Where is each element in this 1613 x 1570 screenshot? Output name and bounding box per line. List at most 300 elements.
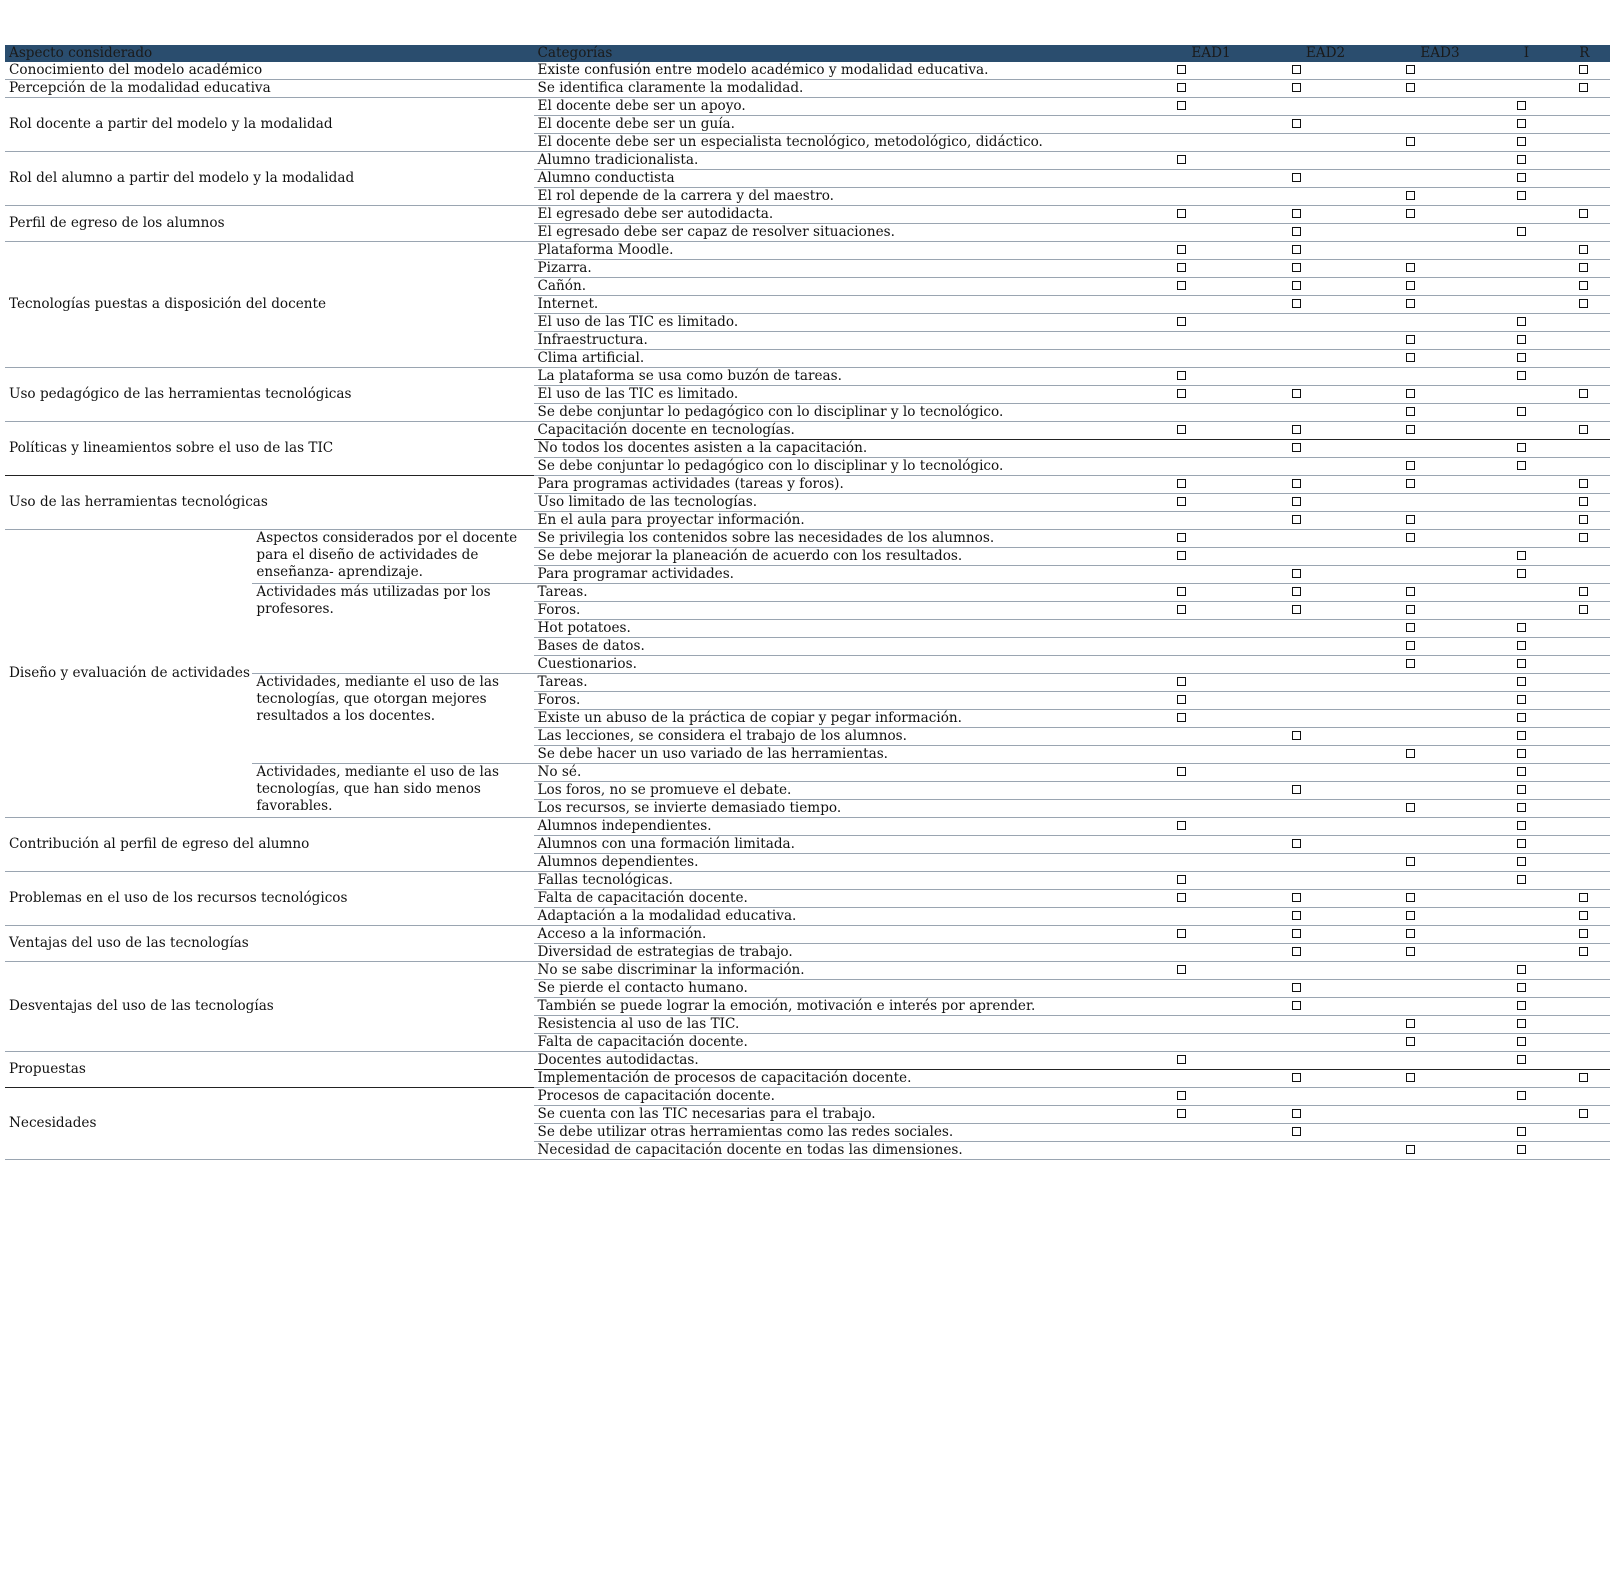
- mark-cell-r: [1579, 152, 1610, 170]
- checkbox-mark-icon: [1292, 893, 1301, 902]
- header-row: [5, 45, 1610, 62]
- table-row: [5, 80, 1610, 98]
- mark-cell-i: [1511, 746, 1579, 764]
- mark-cell-ead1: [1167, 656, 1281, 674]
- mark-cell-ead1: [1167, 1124, 1281, 1142]
- checkbox-mark-icon: [1292, 983, 1301, 992]
- checkbox-mark-icon: [1406, 209, 1415, 218]
- checkbox-mark-icon: [1292, 425, 1301, 434]
- mark-cell-ead1: [1167, 962, 1281, 980]
- mark-cell-i: [1511, 386, 1579, 404]
- checkbox-mark-icon: [1177, 713, 1186, 722]
- table-row: [5, 872, 1610, 890]
- checkbox-mark-icon: [1406, 803, 1415, 812]
- category-cell: Docentes autodidactas.: [534, 1052, 1168, 1070]
- mark-cell-i: [1511, 854, 1579, 872]
- mark-cell-ead3: [1396, 242, 1510, 260]
- mark-cell-ead1: [1167, 80, 1281, 98]
- mark-cell-ead2: [1282, 584, 1396, 602]
- mark-cell-ead2: [1282, 566, 1396, 584]
- mark-cell-r: [1579, 764, 1610, 782]
- mark-cell-r: [1579, 116, 1610, 134]
- mark-cell-ead3: [1396, 1088, 1510, 1106]
- category-cell: Falta de capacitación docente.: [534, 1034, 1168, 1052]
- table-row: [5, 422, 1610, 440]
- mark-cell-ead1: [1167, 152, 1281, 170]
- mark-cell-ead2: [1282, 854, 1396, 872]
- mark-cell-i: [1511, 404, 1579, 422]
- mark-cell-ead3: [1396, 782, 1510, 800]
- mark-cell-ead1: [1167, 512, 1281, 530]
- checkbox-mark-icon: [1292, 587, 1301, 596]
- mark-cell-ead1: [1167, 368, 1281, 386]
- checkbox-mark-icon: [1177, 587, 1186, 596]
- mark-cell-ead3: [1396, 404, 1510, 422]
- subaspect-cell: Aspectos considerados por el docente para el diseño de actividades de enseñanza- aprendizaje.: [252, 530, 533, 584]
- category-cell: Fallas tecnológicas.: [534, 872, 1168, 890]
- mark-cell-ead3: [1396, 278, 1510, 296]
- mark-cell-i: [1511, 440, 1579, 458]
- mark-cell-r: [1579, 998, 1610, 1016]
- mark-cell-i: [1511, 980, 1579, 998]
- mark-cell-r: [1579, 350, 1610, 368]
- checkbox-mark-icon: [1406, 659, 1415, 668]
- mark-cell-r: [1579, 224, 1610, 242]
- category-cell: El uso de las TIC es limitado.: [534, 314, 1168, 332]
- mark-cell-ead2: [1282, 998, 1396, 1016]
- checkbox-mark-icon: [1517, 155, 1526, 164]
- mark-cell-r: [1579, 1070, 1610, 1088]
- category-cell: Para programas actividades (tareas y foros).: [534, 476, 1168, 494]
- category-cell: Bases de datos.: [534, 638, 1168, 656]
- mark-cell-ead1: [1167, 818, 1281, 836]
- aspect-cell: Ventajas del uso de las tecnologías: [5, 926, 534, 962]
- checkbox-mark-icon: [1517, 227, 1526, 236]
- mark-cell-r: [1579, 62, 1610, 80]
- mark-cell-r: [1579, 1106, 1610, 1124]
- checkbox-mark-icon: [1177, 533, 1186, 542]
- checkbox-mark-icon: [1517, 659, 1526, 668]
- category-cell: En el aula para proyectar información.: [534, 512, 1168, 530]
- checkbox-mark-icon: [1517, 371, 1526, 380]
- mark-cell-ead1: [1167, 944, 1281, 962]
- mark-cell-ead3: [1396, 764, 1510, 782]
- mark-cell-ead3: [1396, 296, 1510, 314]
- checkbox-mark-icon: [1292, 173, 1301, 182]
- mark-cell-ead2: [1282, 908, 1396, 926]
- mark-cell-i: [1511, 836, 1579, 854]
- checkbox-mark-icon: [1292, 785, 1301, 794]
- mark-cell-r: [1579, 1016, 1610, 1034]
- category-cell: No todos los docentes asisten a la capacitación.: [534, 440, 1168, 458]
- checkbox-mark-icon: [1517, 875, 1526, 884]
- checkbox-mark-icon: [1579, 263, 1588, 272]
- mark-cell-ead1: [1167, 188, 1281, 206]
- checkbox-mark-icon: [1292, 947, 1301, 956]
- checkbox-mark-icon: [1406, 263, 1415, 272]
- checkbox-mark-icon: [1579, 533, 1588, 542]
- checkbox-mark-icon: [1406, 1037, 1415, 1046]
- mark-cell-i: [1511, 1142, 1579, 1160]
- mark-cell-ead2: [1282, 746, 1396, 764]
- checkbox-mark-icon: [1579, 911, 1588, 920]
- mark-cell-i: [1511, 296, 1579, 314]
- table-row: [5, 962, 1610, 980]
- checkbox-mark-icon: [1177, 479, 1186, 488]
- category-cell: La plataforma se usa como buzón de tareas.: [534, 368, 1168, 386]
- mark-cell-ead1: [1167, 494, 1281, 512]
- mark-cell-ead1: [1167, 458, 1281, 476]
- checkbox-mark-icon: [1177, 317, 1186, 326]
- mark-cell-ead2: [1282, 926, 1396, 944]
- mark-cell-ead1: [1167, 926, 1281, 944]
- checkbox-mark-icon: [1177, 497, 1186, 506]
- category-cell: Implementación de procesos de capacitación docente.: [534, 1070, 1168, 1088]
- mark-cell-ead2: [1282, 782, 1396, 800]
- checkbox-mark-icon: [1579, 209, 1588, 218]
- mark-cell-r: [1579, 818, 1610, 836]
- mark-cell-ead1: [1167, 134, 1281, 152]
- mark-cell-i: [1511, 818, 1579, 836]
- category-cell: Infraestructura.: [534, 332, 1168, 350]
- checkbox-mark-icon: [1517, 983, 1526, 992]
- mark-cell-ead2: [1282, 98, 1396, 116]
- mark-cell-i: [1511, 1088, 1579, 1106]
- mark-cell-ead1: [1167, 890, 1281, 908]
- checkbox-mark-icon: [1292, 389, 1301, 398]
- category-cell: Alumno tradicionalista.: [534, 152, 1168, 170]
- mark-cell-ead3: [1396, 980, 1510, 998]
- aspect-cell: Problemas en el uso de los recursos tecnológicos: [5, 872, 534, 926]
- mark-cell-ead1: [1167, 296, 1281, 314]
- mark-cell-ead1: [1167, 476, 1281, 494]
- checkbox-mark-icon: [1292, 515, 1301, 524]
- checkbox-mark-icon: [1177, 245, 1186, 254]
- checkbox-mark-icon: [1517, 443, 1526, 452]
- mark-cell-ead3: [1396, 440, 1510, 458]
- mark-cell-ead3: [1396, 728, 1510, 746]
- mark-cell-ead2: [1282, 458, 1396, 476]
- checkbox-mark-icon: [1579, 497, 1588, 506]
- checkbox-mark-icon: [1517, 101, 1526, 110]
- mark-cell-i: [1511, 584, 1579, 602]
- mark-cell-ead1: [1167, 440, 1281, 458]
- mark-cell-ead1: [1167, 206, 1281, 224]
- category-cell: El docente debe ser un apoyo.: [534, 98, 1168, 116]
- mark-cell-ead1: [1167, 62, 1281, 80]
- checkbox-mark-icon: [1177, 281, 1186, 290]
- table-row: [5, 926, 1610, 944]
- mark-cell-ead2: [1282, 674, 1396, 692]
- mark-cell-i: [1511, 1070, 1579, 1088]
- checkbox-mark-icon: [1517, 857, 1526, 866]
- mark-cell-ead2: [1282, 404, 1396, 422]
- category-cell: Tareas.: [534, 584, 1168, 602]
- header-i: I: [1511, 45, 1579, 62]
- mark-cell-ead2: [1282, 872, 1396, 890]
- checkbox-mark-icon: [1177, 965, 1186, 974]
- mark-cell-r: [1579, 656, 1610, 674]
- checkbox-mark-icon: [1177, 1091, 1186, 1100]
- mark-cell-ead3: [1396, 422, 1510, 440]
- category-cell: Resistencia al uso de las TIC.: [534, 1016, 1168, 1034]
- checkbox-mark-icon: [1406, 605, 1415, 614]
- mark-cell-ead2: [1282, 116, 1396, 134]
- mark-cell-r: [1579, 494, 1610, 512]
- mark-cell-i: [1511, 116, 1579, 134]
- category-cell: Para programar actividades.: [534, 566, 1168, 584]
- mark-cell-i: [1511, 674, 1579, 692]
- checkbox-mark-icon: [1517, 461, 1526, 470]
- header-categorias: Categorías: [534, 45, 1168, 62]
- checkbox-mark-icon: [1517, 1037, 1526, 1046]
- mark-cell-ead3: [1396, 206, 1510, 224]
- mark-cell-ead2: [1282, 296, 1396, 314]
- checkbox-mark-icon: [1579, 479, 1588, 488]
- mark-cell-ead3: [1396, 656, 1510, 674]
- checkbox-mark-icon: [1406, 281, 1415, 290]
- mark-cell-ead1: [1167, 764, 1281, 782]
- checkbox-mark-icon: [1579, 587, 1588, 596]
- checkbox-mark-icon: [1292, 227, 1301, 236]
- mark-cell-i: [1511, 512, 1579, 530]
- checkbox-mark-icon: [1177, 155, 1186, 164]
- category-cell: Foros.: [534, 602, 1168, 620]
- header-ead2: EAD2: [1282, 45, 1396, 62]
- checkbox-mark-icon: [1579, 947, 1588, 956]
- mark-cell-ead3: [1396, 548, 1510, 566]
- checkbox-mark-icon: [1406, 749, 1415, 758]
- mark-cell-i: [1511, 1034, 1579, 1052]
- checkbox-mark-icon: [1177, 677, 1186, 686]
- checkbox-mark-icon: [1406, 911, 1415, 920]
- mark-cell-ead2: [1282, 1070, 1396, 1088]
- checkbox-mark-icon: [1292, 1109, 1301, 1118]
- checkbox-mark-icon: [1292, 839, 1301, 848]
- checkbox-mark-icon: [1292, 911, 1301, 920]
- mark-cell-ead2: [1282, 368, 1396, 386]
- mark-cell-ead2: [1282, 728, 1396, 746]
- mark-cell-ead2: [1282, 692, 1396, 710]
- mark-cell-i: [1511, 566, 1579, 584]
- header-r: R: [1579, 45, 1610, 62]
- checkbox-mark-icon: [1292, 281, 1301, 290]
- mark-cell-ead1: [1167, 422, 1281, 440]
- mark-cell-r: [1579, 674, 1610, 692]
- mark-cell-ead2: [1282, 1088, 1396, 1106]
- mark-cell-ead2: [1282, 638, 1396, 656]
- mark-cell-ead1: [1167, 584, 1281, 602]
- mark-cell-ead2: [1282, 656, 1396, 674]
- mark-cell-ead1: [1167, 692, 1281, 710]
- mark-cell-ead2: [1282, 152, 1396, 170]
- checkbox-mark-icon: [1406, 641, 1415, 650]
- table-row: [5, 530, 1610, 548]
- checkbox-mark-icon: [1292, 65, 1301, 74]
- aspect-cell: Políticas y lineamientos sobre el uso de las TIC: [5, 422, 534, 476]
- table-row: [5, 476, 1610, 494]
- mark-cell-i: [1511, 656, 1579, 674]
- mark-cell-ead1: [1167, 170, 1281, 188]
- category-cell: Alumnos independientes.: [534, 818, 1168, 836]
- mark-cell-i: [1511, 782, 1579, 800]
- mark-cell-i: [1511, 260, 1579, 278]
- mark-cell-r: [1579, 260, 1610, 278]
- mark-cell-ead2: [1282, 1124, 1396, 1142]
- checkbox-mark-icon: [1292, 83, 1301, 92]
- mark-cell-ead2: [1282, 1052, 1396, 1070]
- mark-cell-r: [1579, 422, 1610, 440]
- checkbox-mark-icon: [1292, 245, 1301, 254]
- mark-cell-ead1: [1167, 746, 1281, 764]
- mark-cell-ead1: [1167, 854, 1281, 872]
- checkbox-mark-icon: [1517, 137, 1526, 146]
- mark-cell-ead2: [1282, 440, 1396, 458]
- mark-cell-i: [1511, 62, 1579, 80]
- category-cell: Clima artificial.: [534, 350, 1168, 368]
- checkbox-mark-icon: [1292, 731, 1301, 740]
- aspect-cell: Rol docente a partir del modelo y la modalidad: [5, 98, 534, 152]
- mark-cell-r: [1579, 332, 1610, 350]
- category-cell: El docente debe ser un especialista tecnológico, metodológico, didáctico.: [534, 134, 1168, 152]
- mark-cell-ead1: [1167, 332, 1281, 350]
- checkbox-mark-icon: [1579, 893, 1588, 902]
- category-cell: Plataforma Moodle.: [534, 242, 1168, 260]
- checkbox-mark-icon: [1517, 821, 1526, 830]
- mark-cell-r: [1579, 1088, 1610, 1106]
- aspect-cell: Perfil de egreso de los alumnos: [5, 206, 534, 242]
- mark-cell-i: [1511, 188, 1579, 206]
- mark-cell-ead1: [1167, 260, 1281, 278]
- mark-cell-i: [1511, 764, 1579, 782]
- checkbox-mark-icon: [1177, 83, 1186, 92]
- mark-cell-ead1: [1167, 386, 1281, 404]
- mark-cell-r: [1579, 944, 1610, 962]
- mark-cell-ead3: [1396, 746, 1510, 764]
- mark-cell-ead3: [1396, 152, 1510, 170]
- mark-cell-ead2: [1282, 134, 1396, 152]
- mark-cell-ead2: [1282, 242, 1396, 260]
- checkbox-mark-icon: [1406, 515, 1415, 524]
- mark-cell-ead1: [1167, 980, 1281, 998]
- mark-cell-i: [1511, 422, 1579, 440]
- mark-cell-i: [1511, 1124, 1579, 1142]
- mark-cell-ead2: [1282, 494, 1396, 512]
- checkbox-mark-icon: [1517, 803, 1526, 812]
- checkbox-mark-icon: [1579, 281, 1588, 290]
- mark-cell-ead3: [1396, 584, 1510, 602]
- checkbox-mark-icon: [1177, 65, 1186, 74]
- aspect-cell: Percepción de la modalidad educativa: [5, 80, 534, 98]
- category-cell: Cañón.: [534, 278, 1168, 296]
- checkbox-mark-icon: [1517, 551, 1526, 560]
- checkbox-mark-icon: [1517, 1145, 1526, 1154]
- mark-cell-i: [1511, 314, 1579, 332]
- checkbox-mark-icon: [1517, 1001, 1526, 1010]
- category-cell: Capacitación docente en tecnologías.: [534, 422, 1168, 440]
- mark-cell-ead2: [1282, 620, 1396, 638]
- mark-cell-ead2: [1282, 818, 1396, 836]
- checkbox-mark-icon: [1517, 335, 1526, 344]
- mark-cell-r: [1579, 548, 1610, 566]
- category-cell: Los recursos, se invierte demasiado tiempo.: [534, 800, 1168, 818]
- checkbox-mark-icon: [1517, 1091, 1526, 1100]
- mark-cell-ead3: [1396, 224, 1510, 242]
- category-cell: Existe confusión entre modelo académico y modalidad educativa.: [534, 62, 1168, 80]
- checkbox-mark-icon: [1579, 605, 1588, 614]
- header-ead1: EAD1: [1167, 45, 1281, 62]
- category-cell: Se debe hacer un uso variado de las herramientas.: [534, 746, 1168, 764]
- aspect-cell: Propuestas: [5, 1052, 534, 1088]
- mark-cell-i: [1511, 224, 1579, 242]
- category-cell: Alumnos dependientes.: [534, 854, 1168, 872]
- mark-cell-ead1: [1167, 116, 1281, 134]
- mark-cell-i: [1511, 1106, 1579, 1124]
- mark-cell-ead3: [1396, 1124, 1510, 1142]
- mark-cell-i: [1511, 530, 1579, 548]
- checkbox-mark-icon: [1517, 641, 1526, 650]
- mark-cell-ead1: [1167, 800, 1281, 818]
- checkbox-mark-icon: [1517, 713, 1526, 722]
- mark-cell-ead3: [1396, 836, 1510, 854]
- mark-cell-r: [1579, 566, 1610, 584]
- subaspect-cell: Actividades más utilizadas por los profesores.: [252, 584, 533, 674]
- category-cell: Hot potatoes.: [534, 620, 1168, 638]
- mark-cell-ead3: [1396, 512, 1510, 530]
- mark-cell-ead3: [1396, 710, 1510, 728]
- mark-cell-i: [1511, 1052, 1579, 1070]
- mark-cell-r: [1579, 1124, 1610, 1142]
- mark-cell-i: [1511, 800, 1579, 818]
- category-cell: Tareas.: [534, 674, 1168, 692]
- mark-cell-ead3: [1396, 926, 1510, 944]
- mark-cell-ead3: [1396, 62, 1510, 80]
- mark-cell-r: [1579, 602, 1610, 620]
- mark-cell-ead3: [1396, 386, 1510, 404]
- mark-cell-r: [1579, 512, 1610, 530]
- table-row: [5, 206, 1610, 224]
- mark-cell-r: [1579, 278, 1610, 296]
- checkbox-mark-icon: [1517, 677, 1526, 686]
- checkbox-mark-icon: [1177, 893, 1186, 902]
- aspect-cell: Uso pedagógico de las herramientas tecnológicas: [5, 368, 534, 422]
- checkbox-mark-icon: [1292, 209, 1301, 218]
- category-cell: El egresado debe ser capaz de resolver situaciones.: [534, 224, 1168, 242]
- mark-cell-ead1: [1167, 620, 1281, 638]
- mark-cell-i: [1511, 728, 1579, 746]
- mark-cell-i: [1511, 962, 1579, 980]
- category-cell: Foros.: [534, 692, 1168, 710]
- category-cell: El egresado debe ser autodidacta.: [534, 206, 1168, 224]
- checkbox-mark-icon: [1579, 245, 1588, 254]
- mark-cell-ead2: [1282, 710, 1396, 728]
- mark-cell-ead3: [1396, 638, 1510, 656]
- mark-cell-r: [1579, 458, 1610, 476]
- mark-cell-ead3: [1396, 692, 1510, 710]
- mark-cell-i: [1511, 548, 1579, 566]
- mark-cell-ead1: [1167, 548, 1281, 566]
- mark-cell-ead1: [1167, 1034, 1281, 1052]
- category-cell: Se cuenta con las TIC necesarias para el trabajo.: [534, 1106, 1168, 1124]
- mark-cell-ead2: [1282, 332, 1396, 350]
- checkbox-mark-icon: [1517, 353, 1526, 362]
- checkbox-mark-icon: [1517, 407, 1526, 416]
- aspect-cell: Necesidades: [5, 1088, 534, 1160]
- checkbox-mark-icon: [1177, 875, 1186, 884]
- mark-cell-ead3: [1396, 818, 1510, 836]
- category-cell: Necesidad de capacitación docente en todas las dimensiones.: [534, 1142, 1168, 1160]
- mark-cell-r: [1579, 368, 1610, 386]
